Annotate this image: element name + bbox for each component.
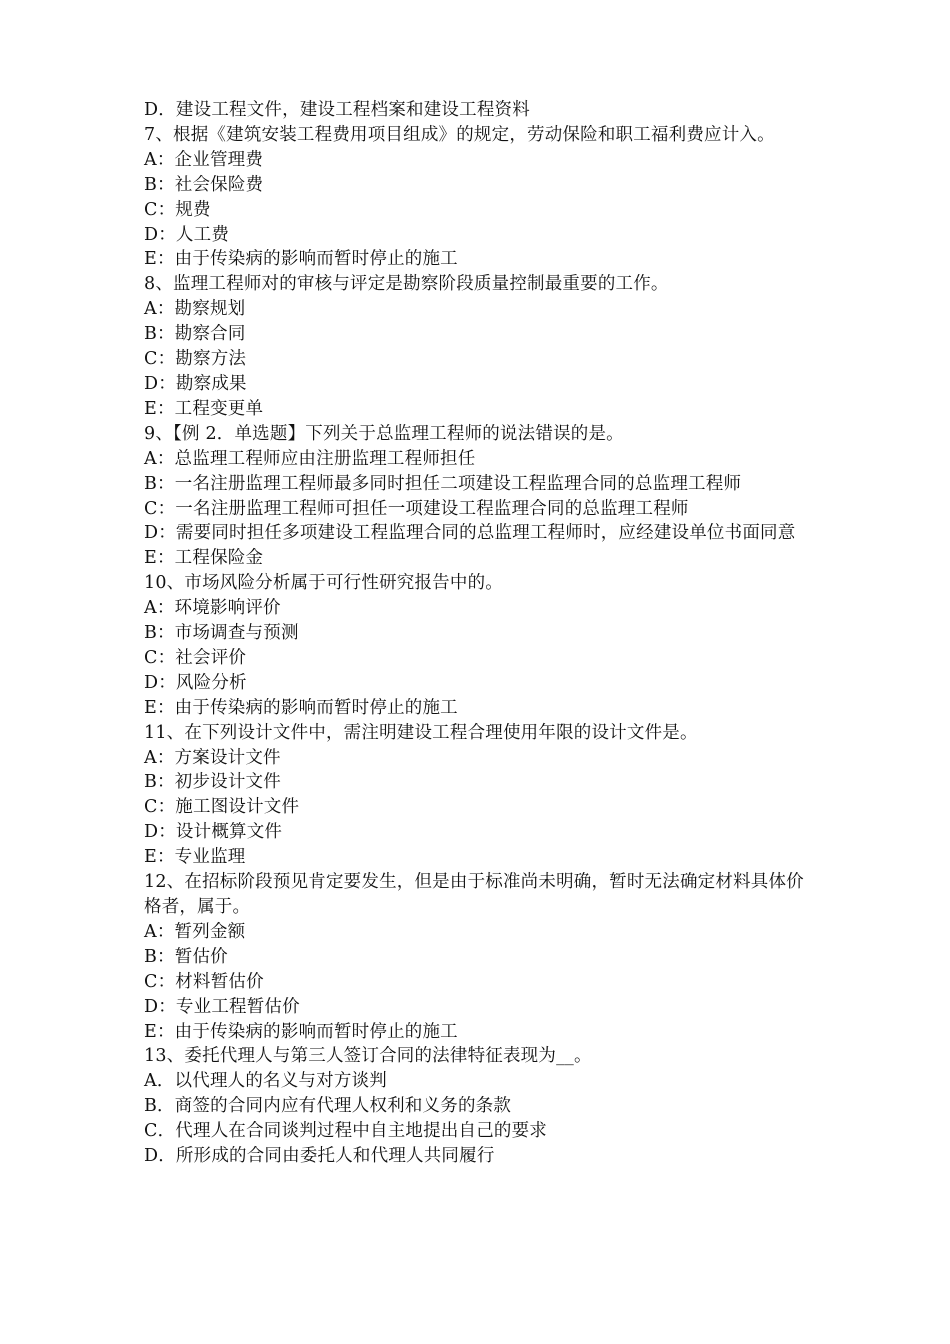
- option-a: A：环境影响评价: [144, 598, 281, 619]
- option-a: A：方案设计文件: [144, 747, 281, 768]
- option-d: D：需要同时担任多项建设工程监理合同的总监理工程师时，应经建设单位书面同意: [144, 523, 796, 544]
- question-7: [144, 123, 816, 272]
- lead-option-text: D．建设工程文件，建设工程档案和建设工程资料: [144, 100, 530, 120]
- option-d: D：勘察成果: [144, 373, 247, 394]
- question-9: [144, 422, 816, 571]
- question-11: [144, 721, 816, 870]
- option-d: D：设计概算文件: [144, 822, 283, 843]
- option-d: D：专业工程暂估价: [144, 996, 300, 1017]
- option-a: A．以代理人的名义与对方谈判: [144, 1071, 387, 1092]
- option-c: C：一名注册监理工程师可担任一项建设工程监理合同的总监理工程师: [144, 498, 689, 519]
- question-13: [144, 1044, 816, 1169]
- option-a: A：企业管理费: [144, 149, 264, 170]
- option-a: A：暂列金额: [144, 921, 246, 942]
- question-text: 8、监理工程师对的审核与评定是勘察阶段质量控制最重要的工作。: [144, 274, 669, 295]
- option-e: E：工程变更单: [144, 398, 264, 419]
- option-e: E：由于传染病的影响而暂时停止的施工: [144, 697, 458, 718]
- option-d: D：风险分析: [144, 672, 247, 693]
- option-c: C：社会评价: [144, 647, 247, 668]
- option-a: A：勘察规划: [144, 299, 246, 320]
- document-body: [144, 98, 816, 1169]
- option-b: B：一名注册监理工程师最多同时担任二项建设工程监理合同的总监理工程师: [144, 473, 742, 494]
- question-12: [144, 870, 816, 1044]
- option-e: E：专业监理: [144, 847, 246, 868]
- option-d: D．所形成的合同由委托人和代理人共同履行: [144, 1146, 495, 1167]
- option-b: B：暂估价: [144, 946, 228, 967]
- option-c: C：材料暂估价: [144, 971, 264, 992]
- option-a: A：总监理工程师应由注册监理工程师担任: [144, 448, 476, 469]
- option-b: B：市场调查与预测: [144, 623, 299, 644]
- question-8: [144, 272, 816, 421]
- option-b: B．商签的合同内应有代理人权利和义务的条款: [144, 1096, 512, 1117]
- option-d: D：人工费: [144, 224, 230, 245]
- question-text: 13、委托代理人与第三人签订合同的法律特征表现为__。: [144, 1046, 592, 1067]
- option-c: C．代理人在合同谈判过程中自主地提出自己的要求: [144, 1121, 547, 1142]
- question-text: 12、在招标阶段预见肯定要发生，但是由于标准尚未明确，暂时无法确定材料具体价格者，属于。: [144, 872, 804, 917]
- question-text: 9、【例 2．单选题】下列关于总监理工程师的说法错误的是。: [144, 423, 624, 444]
- option-e: E：工程保险金: [144, 548, 264, 569]
- option-e: E：由于传染病的影响而暂时停止的施工: [144, 1021, 458, 1042]
- option-e: E：由于传染病的影响而暂时停止的施工: [144, 249, 458, 270]
- option-b: B：社会保险费: [144, 174, 264, 195]
- option-c: C：勘察方法: [144, 349, 247, 370]
- question-text: 7、根据《建筑安装工程费用项目组成》的规定，劳动保险和职工福利费应计入。: [144, 124, 775, 145]
- question-10: [144, 571, 816, 720]
- option-c: C：规费: [144, 199, 211, 220]
- option-b: B：勘察合同: [144, 324, 246, 345]
- question-text: 11、在下列设计文件中，需注明建设工程合理使用年限的设计文件是。: [144, 722, 698, 743]
- option-b: B：初步设计文件: [144, 772, 281, 793]
- option-c: C：施工图设计文件: [144, 797, 300, 818]
- question-text: 10、市场风险分析属于可行性研究报告中的。: [144, 573, 503, 594]
